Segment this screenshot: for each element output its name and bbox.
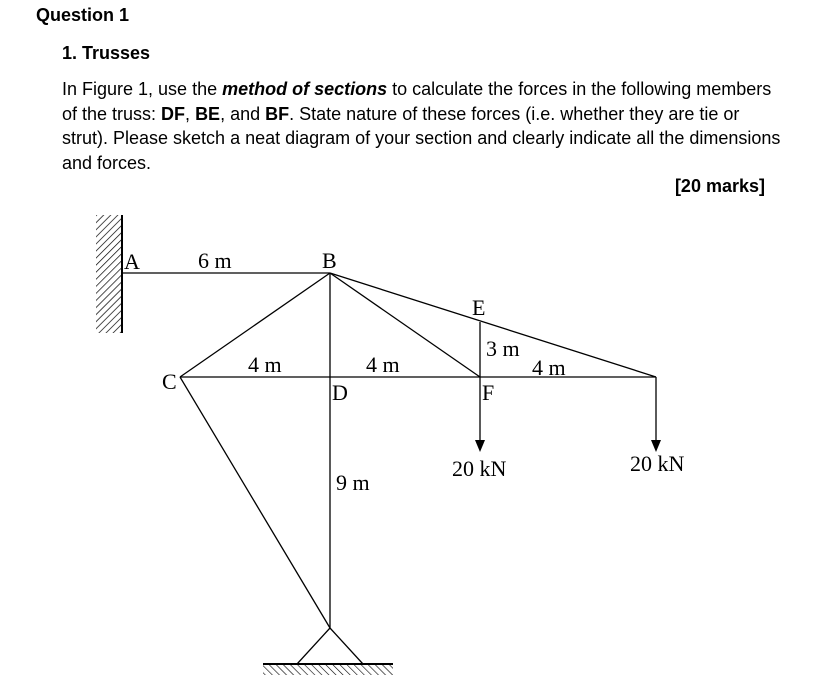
member-be: BE (195, 103, 221, 124)
load-label-g: 20 kN (630, 451, 685, 476)
dim-fg: 4 m (532, 355, 566, 380)
text-sep1: , (185, 103, 196, 124)
pin-support (297, 628, 363, 664)
member-bf: BF (265, 103, 290, 124)
question-title: Question 1 (36, 5, 130, 25)
wall-support-hatch (96, 215, 122, 333)
node-c-label: C (162, 369, 177, 394)
dim-bd-down: 9 m (336, 470, 370, 495)
member-df: DF (161, 103, 186, 124)
dim-cd: 4 m (248, 352, 282, 377)
member-bf (330, 273, 480, 377)
section-title: 1. Trusses (62, 43, 151, 63)
text-method: method of sections (222, 79, 388, 99)
node-f-label: F (482, 380, 495, 405)
marks-label: [20 marks] (674, 176, 765, 196)
load-label-f: 20 kN (452, 456, 507, 481)
member-c-support (180, 377, 330, 628)
dim-ef: 3 m (486, 336, 520, 361)
load-arrowhead-f (475, 440, 485, 452)
node-d-label: D (332, 380, 348, 405)
ground-hatch (263, 665, 393, 675)
text-instructions: . State nature of these forces (i.e. whether they are tie or strut). Please sketch a neat diagram of your section and clearly indicate all the dimensions and forces. (62, 103, 781, 173)
dim-df: 4 m (366, 352, 400, 377)
node-e-label: E (472, 295, 486, 320)
dim-ab: 6 m (198, 248, 232, 273)
text-intro: In Figure 1, use the (62, 79, 223, 99)
text-members-intro: to calculate the forces in the following members of the truss: (62, 79, 772, 124)
text-sep2: , and (220, 103, 266, 124)
node-b-label: B (322, 248, 337, 273)
node-a-label: A (124, 249, 140, 274)
